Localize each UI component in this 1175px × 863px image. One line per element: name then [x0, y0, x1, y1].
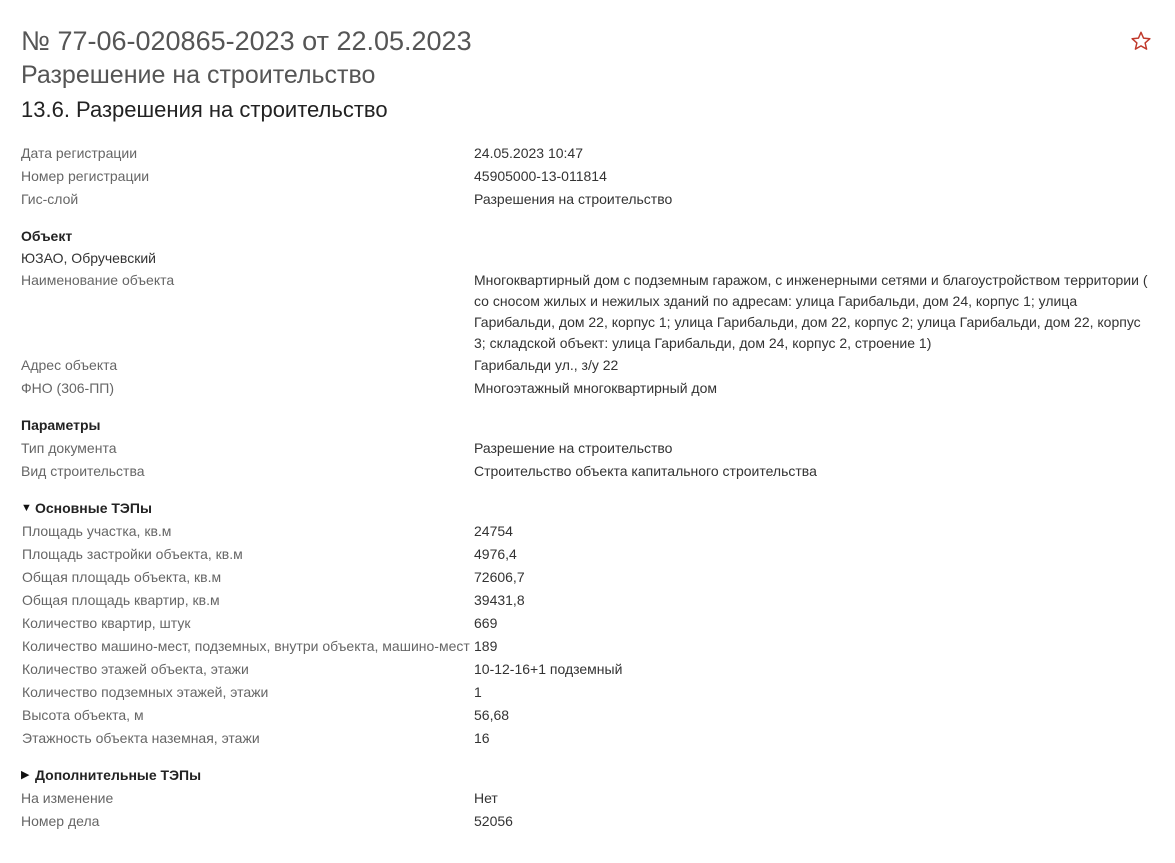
field-label: Площадь участка, кв.м — [22, 523, 172, 539]
field-label: ФНО (306-ПП) — [21, 380, 115, 396]
extra-tep-block — [21, 764, 1156, 833]
favorite-star-icon[interactable] — [1130, 30, 1152, 52]
field-value: Многоэтажный многоквартирный дом — [474, 380, 718, 396]
field-row — [21, 612, 1156, 635]
field-row — [21, 810, 1156, 833]
object-district: ЮЗАО, Обручевский — [21, 250, 156, 266]
field-value: Гарибальди ул., з/у 22 — [474, 357, 619, 373]
field-row — [21, 165, 1156, 188]
field-label: На изменение — [21, 790, 114, 806]
field-label: Количество машино-мест, подземных, внутри объекта, машино-мест — [22, 638, 470, 654]
section-title-main-tep: Основные ТЭПы — [35, 500, 152, 516]
field-row — [21, 589, 1156, 612]
field-row — [21, 787, 1156, 810]
field-value: Многоквартирный дом с подземным гаражом, с инженерными сетями и благоустройством территории ( со сносом жилых и нежилых зданий по адресам: улица Гарибальди, дом 24, корпус 1; улица Гарибальди, дом 22, корпус 1; улица Гарибальди, дом 22, корпус 2; улица Гарибальди, дом 22, корпус 3; складской объект: улица Гарибальди, дом 24, корпус 2, строение 1) — [474, 272, 1148, 351]
field-label: Вид строительства — [21, 463, 145, 479]
field-value: 1 — [474, 684, 482, 700]
field-row — [21, 704, 1156, 727]
field-label: Площадь застройки объекта, кв.м — [22, 546, 243, 562]
field-value: Разрешение на строительство — [474, 440, 673, 456]
extra-tep-toggle[interactable] — [21, 764, 1156, 787]
field-value: Разрешения на строительство — [474, 191, 673, 207]
document-details — [21, 142, 1156, 833]
main-tep-block — [21, 497, 1156, 750]
registration-block — [21, 142, 1156, 211]
caret-right-icon: ▶ — [21, 769, 30, 781]
field-value: 39431,8 — [474, 592, 525, 608]
section-title-extra-tep: Дополнительные ТЭПы — [35, 767, 202, 783]
field-label: Адрес объекта — [21, 357, 118, 373]
field-label: Тип документа — [21, 440, 117, 456]
field-row — [21, 543, 1156, 566]
field-label: Номер дела — [21, 813, 100, 829]
field-value: 16 — [474, 730, 490, 746]
field-label: Высота объекта, м — [22, 707, 144, 723]
field-row — [21, 142, 1156, 165]
parameters-block — [21, 414, 1156, 483]
field-row — [21, 460, 1156, 483]
field-label: Дата регистрации — [21, 145, 138, 161]
field-label: Количество квартир, штук — [22, 615, 191, 631]
field-row — [21, 437, 1156, 460]
field-value: 10-12-16+1 подземный — [474, 661, 623, 677]
field-value: 52056 — [474, 813, 513, 829]
field-value: 24754 — [474, 523, 513, 539]
field-row — [21, 566, 1156, 589]
field-value: 56,68 — [474, 707, 510, 723]
field-value: 72606,7 — [474, 569, 525, 585]
field-value: 669 — [474, 615, 498, 631]
field-label: Этажность объекта наземная, этажи — [22, 730, 260, 746]
field-label: Общая площадь объекта, кв.м — [22, 569, 222, 585]
field-row — [21, 658, 1156, 681]
field-row — [21, 727, 1156, 750]
field-value: Строительство объекта капитального строительства — [474, 463, 817, 479]
field-label: Общая площадь квартир, кв.м — [22, 592, 220, 608]
document-number-title: № 77-06-020865-2023 от 22.05.2023 — [21, 26, 472, 56]
star-outline-icon — [1130, 30, 1152, 52]
caret-down-icon: ▼ — [21, 502, 32, 514]
field-row — [21, 635, 1156, 658]
field-label: Количество этажей объекта, этажи — [22, 661, 249, 677]
field-value: 4976,4 — [474, 546, 517, 562]
field-row — [21, 188, 1156, 211]
field-value: 189 — [474, 638, 498, 654]
field-row — [21, 354, 1156, 377]
field-label: Номер регистрации — [21, 168, 150, 184]
field-row — [21, 681, 1156, 704]
document-header — [21, 24, 1121, 125]
object-block — [21, 225, 1156, 400]
field-label: Количество подземных этажей, этажи — [22, 684, 269, 700]
field-row — [21, 269, 1156, 354]
field-label: Гис-слой — [21, 191, 79, 207]
field-value: 24.05.2023 10:47 — [474, 145, 583, 161]
main-tep-toggle[interactable] — [21, 497, 1156, 520]
field-value: 45905000-13-011814 — [474, 168, 607, 184]
field-label: Наименование объекта — [21, 272, 175, 288]
document-type-title: Разрешение на строительство — [21, 61, 376, 89]
field-value: Нет — [474, 790, 498, 806]
field-row — [21, 520, 1156, 543]
document-category-title: 13.6. Разрешения на строительство — [21, 97, 388, 122]
section-title-object: Объект — [21, 228, 73, 244]
section-title-parameters: Параметры — [21, 417, 101, 433]
field-row — [21, 377, 1156, 400]
